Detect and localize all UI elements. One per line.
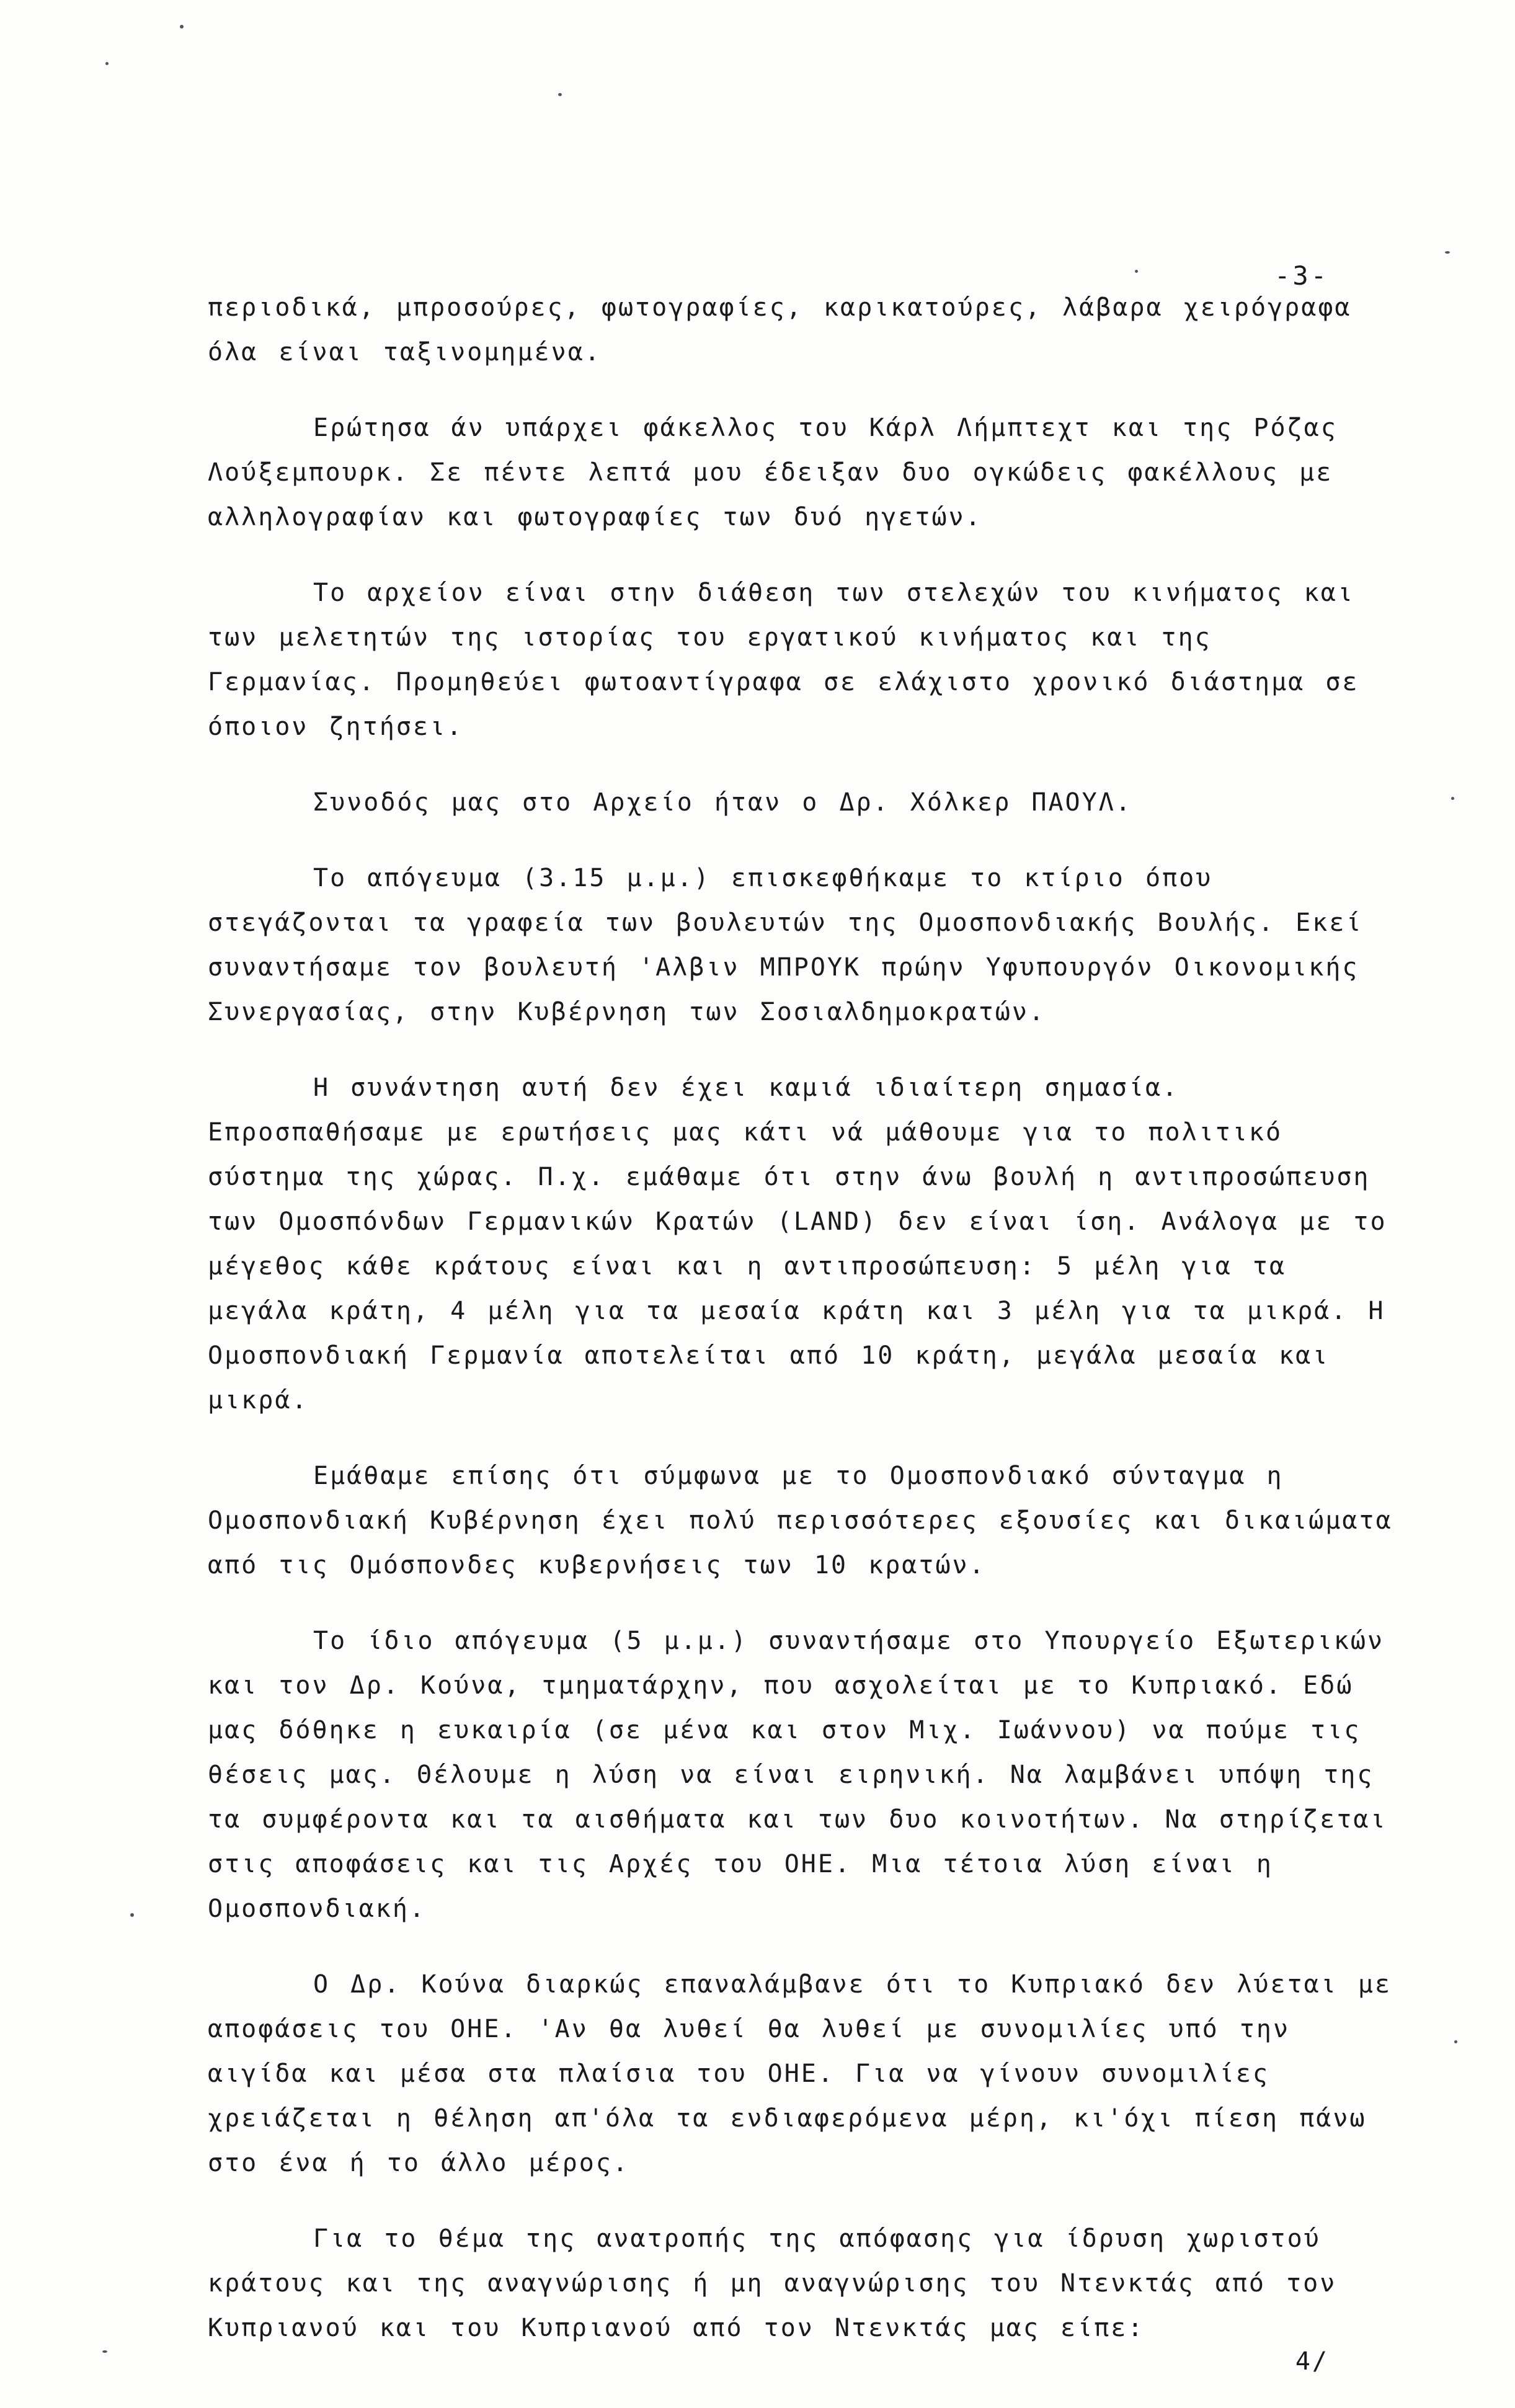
paragraph-6: Η συνάντηση αυτή δεν έχει καμιά ιδιαίτερη σημασία. Επροσπαθήσαμε με ερωτήσεις μας κάτι νά μάθουμε για το πολιτικό σύστημα της χώρας. Π.χ. εμάθαμε ότι στην άνω βουλή η αντιπροσώπευση των Ομοσπόνδων Γερμανικών Κρατών (LAND) δεν είναι ίση. Ανάλογα με το μέγεθος κάθε κράτους είναι και η αντιπροσώπευση: 5 μέλη για τα μεγάλα κράτη, 4 μέλη για τα μεσαία κράτη και 3 μέλη για τα μικρά. Η Ομοσπονδιακή Γερμανία αποτελείται από 10 κράτη, μεγάλα μεσαία και μικρά. <box>208 1073 1387 1415</box>
paragraph-4: Συνοδός μας στο Αρχείο ήταν ο Δρ. Χόλκερ ΠΑΟΥΛ. <box>313 788 1132 817</box>
paragraph-9: Ο Δρ. Κούνα διαρκώς επαναλάμβανε ότι το Κυπριακό δεν λύεται με αποφάσεις του ΟΗΕ. 'Αν θα λυθεί θα λυθεί με συνομιλίες υπό την αιγίδα και μέσα στα πλαίσια του ΟΗΕ. Για να γίνουν συνομιλίες χρειάζεται η θέληση απ'όλα τα ενδιαφερόμενα μέρη, κι'όχι πίεση πάνω στο ένα ή το άλλο μέρος. <box>208 1970 1392 2177</box>
paragraph-3: Το αρχείον είναι στην διάθεση των στελεχών του κινήματος και των μελετητών της ιστορίας του εργατικού κινήματος και της Γερμανίας. Προμηθεύει φωτοαντίγραφα σε ελάχιστο χρονικό διάστημα σε όποιον ζητήσει. <box>208 579 1359 741</box>
page-number: -3- <box>1274 260 1329 291</box>
scan-speck <box>1445 251 1450 254</box>
paragraph-2: Ερώτησα άν υπάρχει φάκελλος του Κάρλ Λήμπτεχτ και της Ρόζας Λούξεμπουρκ. Σε πέντε λεπτά μου έδειξαν δυο ογκώδεις φακέλλους με αλληλογραφίαν και φωτογραφίες των δυό ηγετών. <box>208 414 1338 531</box>
scan-speck <box>180 25 184 29</box>
scan-speck <box>558 93 562 96</box>
scan-speck <box>1451 797 1454 800</box>
scan-speck <box>1135 270 1138 273</box>
paragraph-8: Το ίδιο απόγευμα (5 μ.μ.) συναντήσαμε στο Υπουργείο Εξωτερικών και τον Δρ. Κούνα, τμηματάρχην, που ασχολείται με το Κυπριακό. Εδώ μας δόθηκε η ευκαιρία (σε μένα και στον Μιχ. Ιωάννου) να πούμε τις θέσεις μας. Θέλουμε η λύση να είναι ειρηνική. Να λαμβάνει υπόψη της τα συμφέροντα και τα αισθήματα και των δυο κοινοτήτων. Να στηρίζεται στις αποφάσεις και τις Αρχές του ΟΗΕ. Μια τέτοια λύση είναι η Ομοσπονδιακή. <box>208 1627 1387 1923</box>
scan-speck <box>102 2350 107 2353</box>
paragraph-5: Το απόγευμα (3.15 μ.μ.) επισκεφθήκαμε το κτίριο όπου στεγάζονται τα γραφεία των βουλευτών της Ομοσπονδιακής Βουλής. Εκεί συναντήσαμε τον βουλευτή 'Αλβιν ΜΠΡΟΥΚ πρώην Υφυπουργόν Οικονομικής Συνεργασίας, στην Κυβέρνηση των Σοσιαλδημοκρατών. <box>208 864 1363 1026</box>
paragraph-1: περιοδικά, μπροσούρες, φωτογραφίες, καρικατούρες, λάβαρα χειρόγραφα όλα είναι ταξινομημένα. <box>208 293 1352 367</box>
paragraph-7: Εμάθαμε επίσης ότι σύμφωνα με το Ομοσπονδιακό σύνταγμα η Ομοσπονδιακή Κυβέρνηση έχει πολύ περισσότερες εξουσίες και δικαιώματα από τις Ομόσπονδες κυβερνήσεις των 10 κρατών. <box>208 1462 1393 1579</box>
paragraph-10: Για το θέμα της ανατροπής της απόφασης για ίδρυση χωριστού κράτους και της αναγνώρισης ή μη αναγνώρισης του Ντενκτάς από τον Κυπριανού και του Κυπριανού από τον Ντενκτάς μας είπε: <box>208 2224 1337 2342</box>
scan-speck <box>130 1913 134 1917</box>
scan-speck <box>105 62 109 65</box>
scan-speck <box>1454 2040 1457 2043</box>
continuation-mark: 4/ <box>1295 2347 1329 2376</box>
document-body <box>208 285 1398 2381</box>
